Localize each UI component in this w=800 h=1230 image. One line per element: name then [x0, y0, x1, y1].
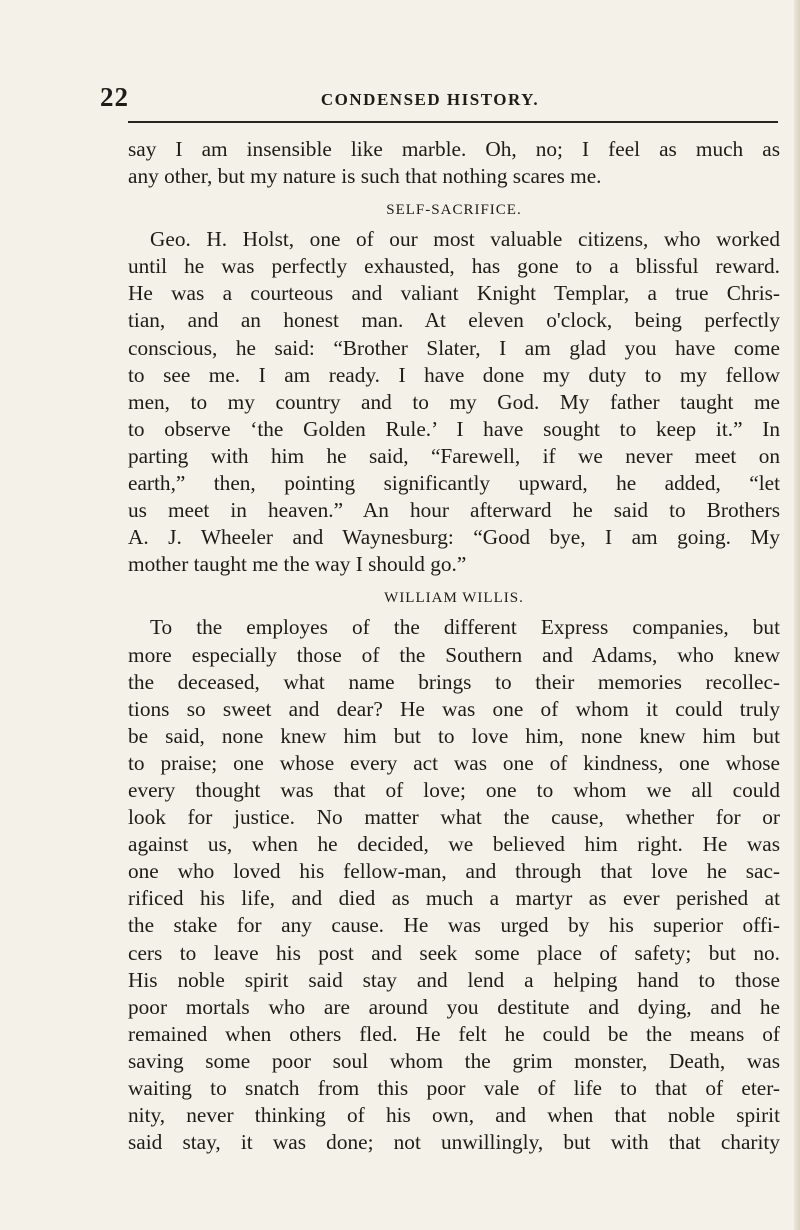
text-line: the stake for any cause. He was urged by his superior offi-	[128, 913, 780, 938]
text-line: cers to leave his post and seek some place of safety; but no.	[128, 940, 780, 965]
text-line: His noble spirit said stay and lend a helping hand to those	[128, 967, 780, 992]
text-line: us meet in heaven.” An hour afterward he said to Brothers	[128, 498, 780, 523]
text-line: one who loved his fellow-man, and through that love he sac-	[128, 859, 780, 884]
running-head: CONDENSED HISTORY.	[320, 90, 540, 109]
text-line: more especially those of the Southern and Adams, who knew	[128, 642, 780, 667]
text-line: He was a courteous and valiant Knight Templar, a true Chris-	[128, 281, 780, 306]
text-line: to see me. I am ready. I have done my duty to my fellow	[128, 362, 780, 387]
text-line: to praise; one whose every act was one of kindness, one whose	[128, 750, 780, 775]
page-number: 22	[100, 82, 129, 112]
header-rule	[128, 121, 778, 123]
text-line: said stay, it was done; not unwillingly, but with that charity	[128, 1130, 780, 1155]
page-header	[100, 82, 760, 122]
text-line: the deceased, what name brings to their memories recollec-	[128, 669, 780, 694]
page-edge-shadow	[794, 0, 800, 1230]
text-line: To the employes of the different Express companies, but	[150, 615, 780, 640]
text-line: conscious, he said: “Brother Slater, I am glad you have come	[128, 335, 780, 360]
text-line: tions so sweet and dear? He was one of whom it could truly	[128, 696, 780, 721]
text-line: men, to my country and to my God. My father taught me	[128, 389, 780, 414]
section-heading: WILLIAM WILLIS.	[384, 590, 524, 607]
text-line: look for justice. No matter what the cause, whether for or	[128, 805, 780, 830]
text-line: against us, when he decided, we believed him right. He was	[128, 832, 780, 857]
text-line: remained when others fled. He felt he could be the means of	[128, 1021, 780, 1046]
text-line: rificed his life, and died as much a martyr as ever perished at	[128, 886, 780, 911]
text-line: parting with him he said, “Farewell, if we never meet on	[128, 443, 780, 468]
text-line: nity, never thinking of his own, and when that noble spirit	[128, 1103, 780, 1128]
text-line: tian, and an honest man. At eleven o'clock, being perfectly	[128, 308, 780, 333]
text-line: waiting to snatch from this poor vale of life to that of eter-	[128, 1076, 780, 1100]
text-line: A. J. Wheeler and Waynesburg: “Good bye, I am going. My	[128, 525, 780, 550]
body-text	[128, 136, 780, 1156]
text-line: any other, but my nature is such that nothing scares me.	[128, 164, 602, 189]
text-line: until he was perfectly exhausted, has gone to a blissful reward.	[128, 254, 780, 279]
text-line: to observe ‘the Golden Rule.’ I have sought to keep it.” In	[128, 416, 780, 441]
section-heading: SELF-SACRIFICE.	[386, 202, 522, 219]
text-line: say I am insensible like marble. Oh, no; I feel as much as	[128, 137, 780, 161]
text-line: mother taught me the way I should go.”	[128, 552, 467, 577]
text-line: earth,” then, pointing significantly upward, he added, “let	[128, 471, 780, 496]
text-line: saving some poor soul whom the grim monster, Death, was	[128, 1048, 780, 1073]
text-line: Geo. H. Holst, one of our most valuable citizens, who worked	[150, 227, 780, 252]
text-line: poor mortals who are around you destitute and dying, and he	[128, 994, 780, 1019]
text-line: every thought was that of love; one to whom we all could	[128, 777, 780, 802]
text-line: be said, none knew him but to love him, none knew him but	[128, 723, 780, 748]
